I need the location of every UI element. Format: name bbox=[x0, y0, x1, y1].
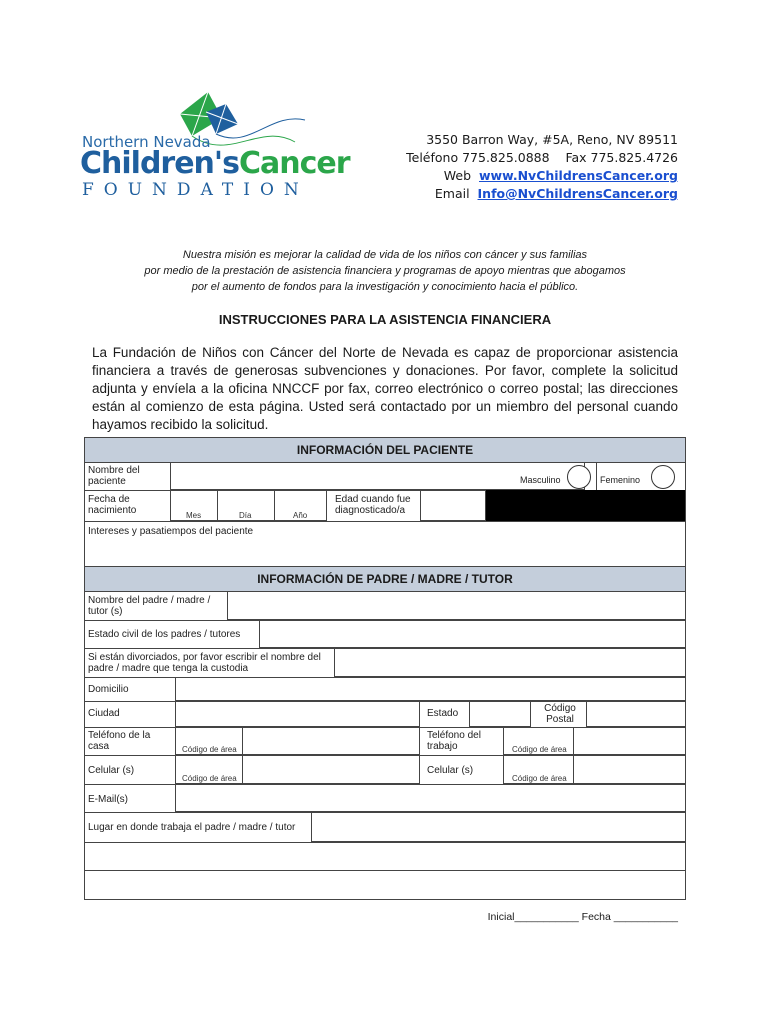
parent-name-label: Nombre del padre / madre / tutor (s) bbox=[88, 595, 211, 617]
cell-area-code-label: Código de área bbox=[182, 774, 237, 783]
workplace-label: Lugar en donde trabaja el padre / madre / tutor bbox=[88, 822, 296, 833]
home-area-code-label: Código de área bbox=[182, 745, 237, 754]
custody-input[interactable] bbox=[334, 648, 685, 677]
male-label: Masculino bbox=[520, 475, 561, 485]
zip-label: Código Postal bbox=[544, 703, 576, 725]
mission-line1: Nuestra misión es mejorar la calidad de vida de los niños con cáncer y sus familias bbox=[182, 249, 588, 261]
interests-input[interactable] bbox=[85, 538, 685, 566]
custody-label: Si están divorciados, por favor escribir el nombre del padre / madre que tenga la custodia bbox=[88, 652, 321, 674]
work-phone-input[interactable] bbox=[573, 727, 685, 755]
cell2-area-code-label: Código de área bbox=[512, 774, 567, 783]
parent-name-input[interactable] bbox=[227, 591, 685, 620]
mission-statement bbox=[70, 247, 700, 295]
mission-line3: por el aumento de fondos para la investigación y conocimiento hacia el público. bbox=[191, 281, 579, 293]
day-label: Día bbox=[239, 511, 252, 520]
footer-signoff bbox=[488, 911, 678, 923]
patient-name-label: Nombre del paciente bbox=[88, 465, 140, 487]
male-radio[interactable] bbox=[567, 465, 591, 489]
state-label: Estado bbox=[427, 708, 459, 719]
patient-section-header: INFORMACIÓN DEL PACIENTE bbox=[85, 438, 685, 463]
home-phone-input[interactable] bbox=[242, 727, 420, 755]
email-label: Email bbox=[434, 186, 470, 201]
intro-paragraph: La Fundación de Niños con Cáncer del Norte de Nevada es capaz de proporcionar asistencia financiera a través de generosas subvenciones y donaciones. Por favor, complete la solicitud adjunta y envíela a la oficina NNCCF por fax, correo electrónico o correo postal; las direcciones están al comienzo de esta página. Usted será contactado por un miembro del personal cuando hayamos recibido la solicitud. bbox=[92, 345, 678, 432]
address-label: Domicilio bbox=[88, 684, 129, 695]
female-radio[interactable] bbox=[651, 465, 675, 489]
logo-line3: FOUNDATION bbox=[82, 180, 309, 200]
logo-cancer: Cancer bbox=[238, 146, 350, 181]
logo-childrens: Children's bbox=[80, 146, 239, 181]
workplace-input[interactable] bbox=[311, 812, 685, 842]
date-field[interactable]: Fecha ___________ bbox=[581, 911, 678, 923]
parent-section-header: INFORMACIÓN DE PADRE / MADRE / TUTOR bbox=[85, 566, 685, 592]
logo-line1: Northern Nevada bbox=[82, 133, 211, 151]
cell2-label: Celular (s) bbox=[427, 765, 474, 776]
initial-field[interactable]: Inicial___________ bbox=[487, 911, 579, 923]
month-label: Mes bbox=[186, 511, 202, 520]
workplace-extra-line-2[interactable] bbox=[85, 871, 685, 898]
marital-status-label: Estado civil de los padres / tutores bbox=[88, 629, 241, 640]
address-input[interactable] bbox=[175, 677, 685, 701]
phone-fax: Teléfono 775.825.0888 Fax 775.825.4726 bbox=[406, 150, 678, 165]
logo-line2 bbox=[80, 146, 350, 181]
redacted-block bbox=[486, 490, 685, 521]
cell2-input[interactable] bbox=[573, 755, 685, 784]
female-label: Femenino bbox=[600, 475, 641, 485]
work-phone-label: Teléfono del trabajo bbox=[427, 730, 481, 752]
cell-label: Celular (s) bbox=[88, 765, 135, 776]
interests-label: Intereses y pasatiempos del paciente bbox=[88, 526, 254, 537]
mission-line2: por medio de la prestación de asistencia financiera y programas de apoyo mientras que abogamos bbox=[144, 265, 626, 277]
dob-label: Fecha de nacimiento bbox=[88, 494, 137, 516]
contact-block bbox=[406, 131, 678, 203]
email-link[interactable]: Info@NvChildrensCancer.org bbox=[477, 186, 678, 201]
work-area-code-label: Código de área bbox=[512, 745, 567, 754]
email-field-label: E-Mail(s) bbox=[88, 794, 128, 805]
web-label: Web bbox=[443, 168, 472, 183]
address: 3550 Barron Way, #5A, Reno, NV 89511 bbox=[426, 132, 678, 147]
marital-status-input[interactable] bbox=[259, 620, 685, 648]
city-label: Ciudad bbox=[88, 708, 120, 719]
workplace-extra-line-1[interactable] bbox=[85, 843, 685, 870]
cell-input[interactable] bbox=[242, 755, 420, 784]
application-form bbox=[84, 437, 686, 900]
zip-input[interactable] bbox=[586, 701, 685, 727]
web-link[interactable]: www.NvChildrensCancer.org bbox=[479, 168, 678, 183]
age-diagnosed-input[interactable] bbox=[420, 490, 486, 521]
state-input[interactable] bbox=[469, 701, 531, 727]
email-field[interactable] bbox=[175, 784, 685, 812]
home-phone-label: Teléfono de la casa bbox=[88, 730, 151, 752]
year-label: Año bbox=[293, 511, 308, 520]
age-diagnosed-label: Edad cuando fue diagnosticado/a bbox=[335, 494, 411, 516]
city-input[interactable] bbox=[175, 701, 420, 727]
page-title: INSTRUCCIONES PARA LA ASISTENCIA FINANCIERA bbox=[218, 312, 552, 327]
